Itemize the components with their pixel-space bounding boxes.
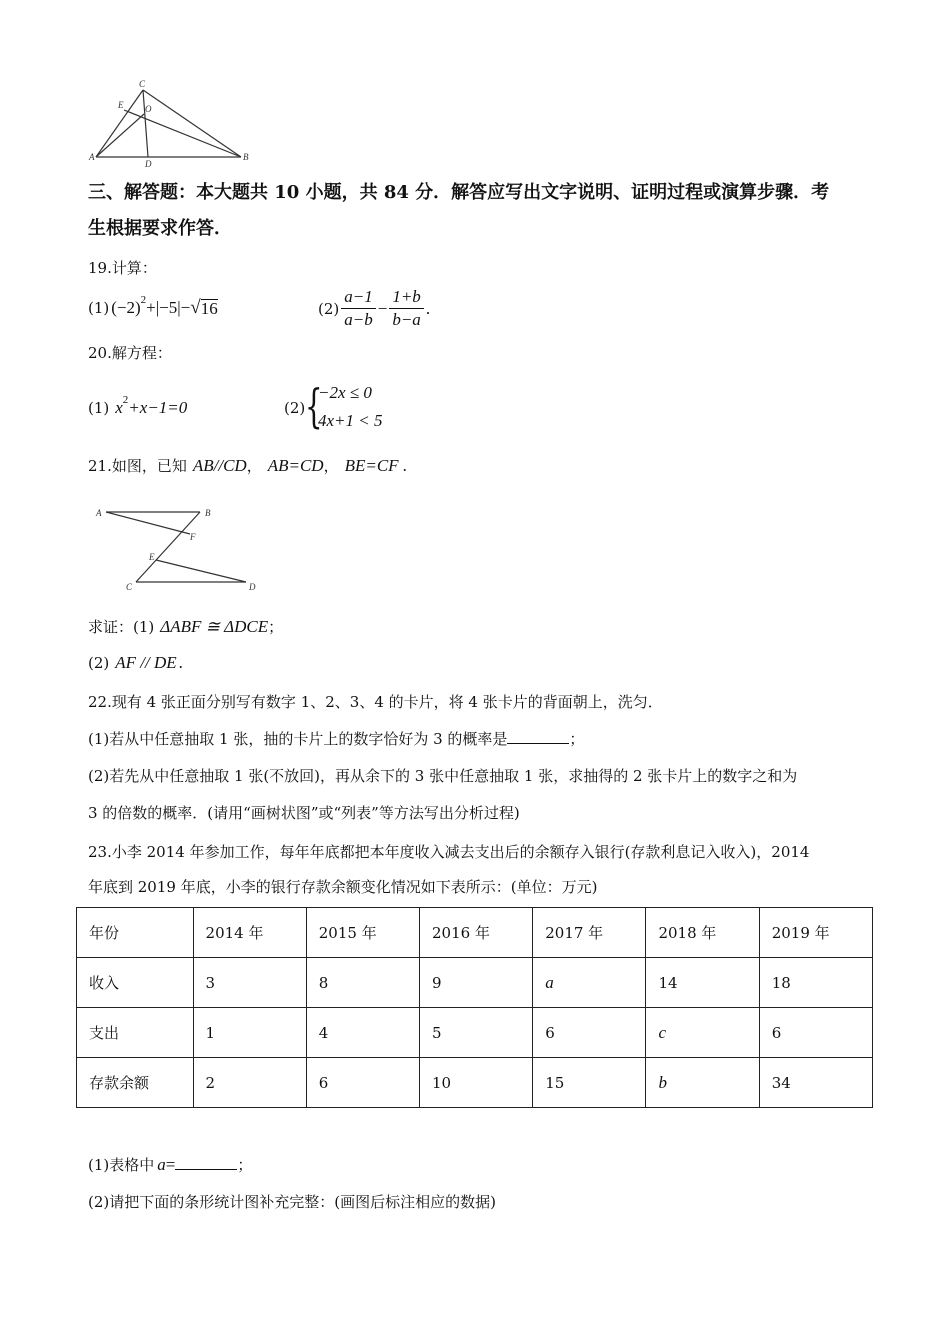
q19-p1-exp: 2 — [140, 294, 147, 306]
table-cell: 6 — [306, 1058, 419, 1108]
q22-stem: 22.现有 4 张正面分别写有数字 1、2、3、4 的卡片，将 4 张卡片的背面朝上，洗匀． — [88, 693, 663, 711]
q23-p1-prefix: (1)表格中 — [88, 1156, 155, 1174]
segment-cd — [143, 90, 148, 157]
q21-prove-prefix: 求证：(1) — [88, 618, 155, 636]
table-cell-variable: c — [646, 1008, 759, 1058]
q23-part1 — [88, 1155, 252, 1175]
fig18-label-c: C — [139, 79, 146, 89]
table-cell: 5 — [420, 1008, 533, 1058]
table-cell: 2 — [193, 1058, 306, 1108]
fig18-label-o: O — [145, 104, 152, 114]
q23-p1-var: a — [157, 1155, 166, 1174]
segment-af — [106, 512, 190, 534]
q20-stem: 20.解方程： — [88, 344, 172, 362]
fig18-label-e: E — [118, 100, 124, 110]
q19-f2-denominator: b−a — [392, 310, 421, 329]
q20-p1-var: x — [115, 398, 123, 417]
table-cell: 收入 — [77, 958, 194, 1008]
q19-f2-numerator: 1+b — [389, 287, 423, 309]
table-cell: 2018 年 — [646, 908, 759, 958]
table-cell: 2015 年 — [306, 908, 419, 958]
table-cell: 4 — [306, 1008, 419, 1058]
q21-figure — [92, 502, 267, 594]
q23-stem-line2: 年底到 2019 年底，小李的银行存款余额变化情况如下表所示：(单位：万元) — [88, 878, 598, 896]
q21-cond1: AB//CD — [192, 456, 247, 475]
q21-prove2 — [88, 653, 183, 673]
q21-sep2: ， — [323, 457, 339, 475]
q20-system-line2: 4x+1 < 5 — [318, 411, 383, 430]
q19-p2-minus: − — [377, 298, 388, 318]
section3-heading-line1: 三、解答题：本大题共 10 小题，共 84 分．解答应写出文字说明、证明过程或演算步骤．考 — [88, 182, 830, 203]
q23-answer-blank[interactable] — [175, 1155, 237, 1170]
q21-prove2-label: (2) — [88, 654, 110, 672]
q21-prove1-end: ； — [268, 618, 284, 636]
fig21-label-a: A — [96, 508, 102, 518]
table-row — [77, 1008, 873, 1058]
table-cell: 1 — [193, 1008, 306, 1058]
table-cell: 2014 年 — [193, 908, 306, 958]
table-cell: 14 — [646, 958, 759, 1008]
q20-part1 — [88, 394, 188, 418]
table-row — [77, 958, 873, 1008]
table-cell: 10 — [420, 1058, 533, 1108]
table-cell: 6 — [759, 1008, 872, 1058]
q19-p1-base: (−2) — [111, 298, 141, 317]
q22-answer-blank[interactable] — [507, 729, 569, 744]
q21-cond3: BE=CF — [344, 456, 399, 475]
q23-stem-line1: 23.小李 2014 年参加工作，每年年底都把本年度收入减去支出后的余额存入银行(存款利息记入收入)，2014 — [88, 843, 810, 861]
sqrt-icon: √ — [190, 297, 201, 318]
q21-stem — [88, 456, 407, 476]
table-cell: 6 — [533, 1008, 646, 1058]
q19-p2-label: (2) — [318, 299, 340, 318]
q19-f1-numerator: a−1 — [341, 287, 375, 309]
q23-part2: (2)请把下面的条形统计图补充完整：(画图后标注相应的数据) — [88, 1193, 496, 1211]
q19-p1-radicand: 16 — [200, 298, 218, 318]
fig21-label-d: D — [249, 582, 256, 592]
table-cell: 支出 — [77, 1008, 194, 1058]
q19-p1-label: (1) — [88, 299, 110, 317]
table-cell: 34 — [759, 1058, 872, 1108]
fig18-label-a: A — [89, 152, 95, 162]
table-cell: 2017 年 — [533, 908, 646, 958]
q20-p1-exp: 2 — [122, 394, 129, 406]
table-cell: 3 — [193, 958, 306, 1008]
q22-p1-end: ； — [569, 730, 585, 748]
q21-prove2-expr: AF // DE — [115, 653, 177, 672]
table-cell: 8 — [306, 958, 419, 1008]
section3-heading-line2: 生根据要求作答． — [88, 218, 232, 239]
q19-stem: 19.计算： — [88, 259, 157, 277]
q18-triangle-figure — [86, 78, 256, 168]
left-brace-icon: { — [305, 379, 323, 433]
q23-p1-eq: = — [165, 1155, 176, 1174]
table-cell: 年份 — [77, 908, 194, 958]
q20-p1-rest: +x−1=0 — [128, 398, 188, 417]
q20-p1-label: (1) — [88, 399, 110, 417]
q19-fraction-2 — [389, 287, 423, 330]
fig21-label-c: C — [126, 582, 133, 592]
fig21-label-b: B — [205, 508, 211, 518]
table-cell-variable: a — [533, 958, 646, 1008]
q19-p1-rest: +|−5|− — [146, 298, 191, 317]
q21-prove1-expr: ΔABF ≅ ΔDCE — [160, 617, 269, 636]
q21-stem-prefix: 21.如图，已知 — [88, 457, 187, 475]
q23-savings-table — [76, 907, 873, 1108]
q19-fraction-1 — [341, 287, 375, 330]
q21-cond2: AB=CD — [267, 456, 324, 475]
q22-part2-line1: (2)若先从中任意抽取 1 张(不放回)，再从余下的 3 张中任意抽取 1 张，求抽得的 2 张卡片上的数字之和为 — [88, 767, 798, 785]
q21-sep1: ， — [246, 457, 262, 475]
table-header-row — [77, 908, 873, 958]
q19-f1-denominator: a−b — [344, 310, 373, 329]
q21-prove1 — [88, 617, 283, 637]
fig18-label-b: B — [243, 152, 249, 162]
q19-part1 — [88, 294, 218, 318]
q19-part2 — [318, 287, 430, 330]
table-cell: 存款余额 — [77, 1058, 194, 1108]
table-row — [77, 1058, 873, 1108]
table-cell: 2019 年 — [759, 908, 872, 958]
segment-ao — [96, 114, 144, 157]
table-cell: 2016 年 — [420, 908, 533, 958]
fig18-label-d: D — [145, 159, 152, 168]
table-cell-variable: b — [646, 1058, 759, 1108]
q20-p2-label: (2) — [284, 399, 306, 417]
table-cell: 15 — [533, 1058, 646, 1108]
fig21-label-e: E — [149, 552, 155, 562]
table-cell: 18 — [759, 958, 872, 1008]
q22-p1-text: (1)若从中任意抽取 1 张，抽的卡片上的数字恰好为 3 的概率是 — [88, 730, 508, 748]
fig21-label-f: F — [190, 532, 196, 542]
segment-ed — [156, 560, 246, 582]
q21-prove2-end: . — [178, 653, 183, 672]
q19-p2-end: . — [425, 298, 431, 318]
q23-p1-end: ； — [237, 1156, 253, 1174]
q21-end: . — [402, 456, 407, 475]
q22-part2-line2: 3 的倍数的概率．(请用“画树状图”或“列表”等方法写出分析过程) — [88, 804, 520, 822]
q22-part1 — [88, 729, 584, 749]
table-cell: 9 — [420, 958, 533, 1008]
q20-system-line1: −2x ≤ 0 — [318, 383, 372, 402]
